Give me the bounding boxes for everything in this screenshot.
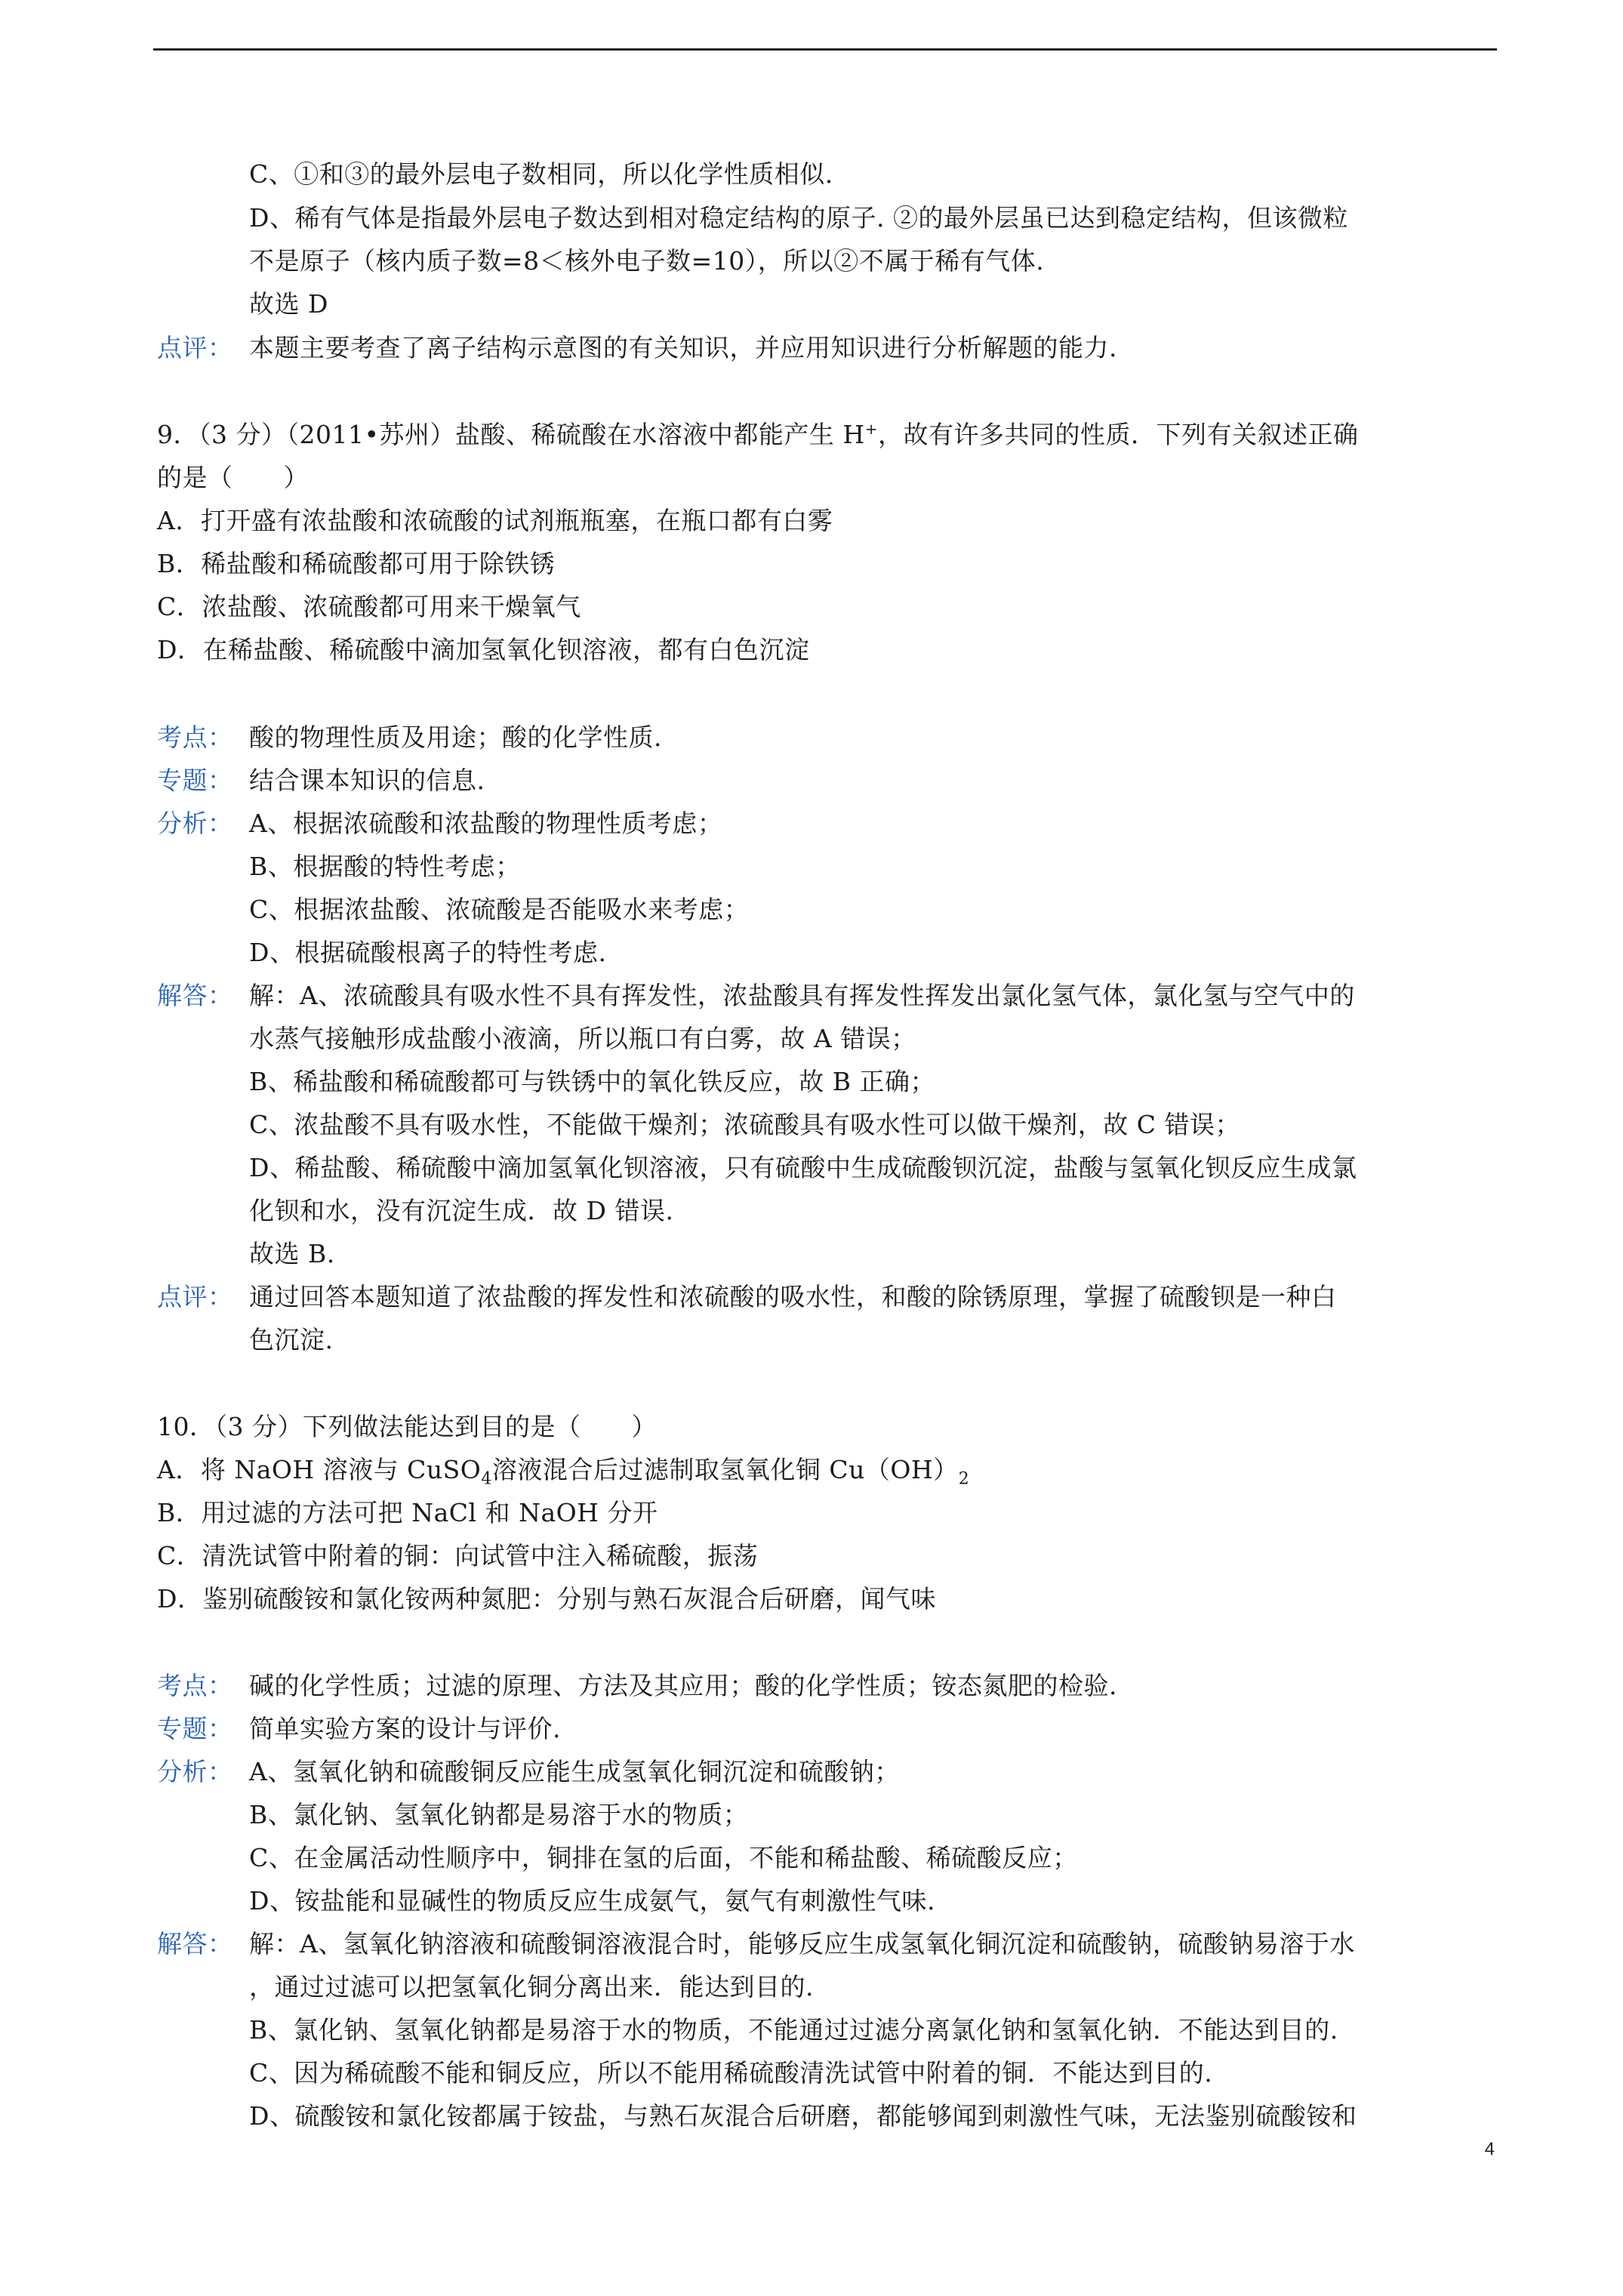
q10-kaodian: 碱的化学性质；过滤的原理、方法及其应用；酸的化学性质；铵态氮肥的检验.: [249, 1671, 1117, 1700]
q10-option-c: C．清洗试管中附着的铜：向试管中注入稀硫酸，振荡: [157, 1541, 759, 1570]
page-number: 4: [1484, 2139, 1495, 2159]
q9-dianping-line: 通过回答本题知道了浓盐酸的挥发性和浓硫酸的吸水性，和酸的除锈原理，掌握了硫酸钡是一种白: [249, 1282, 1337, 1311]
q9-stem-cont: 的是（ ）: [157, 463, 309, 492]
q9-jieda-label: 解答：: [157, 981, 233, 1010]
prev-comment-label: 点评：: [157, 333, 233, 362]
q9-fenxi-line: B、根据酸的特性考虑；: [249, 852, 521, 881]
q10-fenxi-line: C、在金属活动性顺序中，铜排在氢的后面，不能和稀盐酸、稀硫酸反应；: [249, 1843, 1078, 1872]
q10-jieda-line: B、氯化钠、氢氧化钠都是易溶于水的物质，不能通过过滤分离氯化钠和氢氧化钠．不能达到目的.: [249, 2015, 1338, 2045]
q10-jieda-line: D、硫酸铵和氯化铵都属于铵盐，与熟石灰混合后研磨，都能够闻到刺激性气味，无法鉴别硫酸铵和: [249, 2101, 1357, 2131]
q10-fenxi-line: D、铵盐能和显碱性的物质反应生成氨气，氨气有刺激性气味.: [249, 1886, 935, 1915]
q10-kaodian-label: 考点：: [157, 1671, 233, 1700]
q10-zhuanti: 简单实验方案的设计与评价.: [249, 1714, 561, 1743]
q10-jieda-line: C、因为稀硫酸不能和铜反应，所以不能用稀硫酸清洗试管中附着的铜．不能达到目的.: [249, 2058, 1213, 2088]
q10-jieda-line: 解：A、氢氧化钠溶液和硫酸铜溶液混合时，能够反应生成氢氧化铜沉淀和硫酸钠，硫酸钠易溶于水: [249, 1929, 1355, 1959]
q9-fenxi-label: 分析：: [157, 809, 233, 838]
q9-jieda-line: 水蒸气接触形成盐酸小液滴，所以瓶口有白雾，故 A 错误；: [249, 1024, 916, 1053]
q9-kaodian-label: 考点：: [157, 723, 233, 752]
q9-jieda-line: B、稀盐酸和稀硫酸都可与铁锈中的氧化铁反应，故 B 正确；: [249, 1067, 935, 1096]
q9-jieda-line: D、稀盐酸、稀硫酸中滴加氢氧化钡溶液，只有硫酸中生成硫酸钡沉淀，盐酸与氢氧化钡反应生成氯: [249, 1153, 1357, 1182]
q9-stem: 9．（3 分）（2011•苏州）盐酸、稀硫酸在水溶液中都能产生 H+，故有许多共同的性质．下列有关叙述正确: [157, 420, 1359, 449]
q9-jieda-line: 解：A、浓硫酸具有吸水性不具有挥发性，浓盐酸具有挥发性挥发出氯化氢气体，氯化氢与空气中的: [249, 981, 1355, 1010]
q9-jieda-line: C、浓盐酸不具有吸水性，不能做干燥剂；浓硫酸具有吸水性可以做干燥剂，故 C 错误；: [249, 1110, 1240, 1139]
q9-dianping-line: 色沉淀.: [249, 1325, 334, 1354]
q9-fenxi-line: C、根据浓盐酸、浓硫酸是否能吸水来考虑；: [249, 895, 750, 924]
q9-jieda-line: 化钡和水，没有沉淀生成．故 D 错误.: [249, 1196, 674, 1225]
q10-zhuanti-label: 专题：: [157, 1714, 233, 1743]
q10-jieda-label: 解答：: [157, 1929, 233, 1959]
header-rule: [153, 48, 1497, 51]
q9-kaodian: 酸的物理性质及用途；酸的化学性质.: [249, 723, 662, 752]
q10-stem: 10．（3 分）下列做法能达到目的是（ ）: [157, 1412, 657, 1441]
q9-zhuanti: 结合课本知识的信息.: [249, 766, 485, 795]
prev-comment: 本题主要考查了离子结构示意图的有关知识，并应用知识进行分析解题的能力.: [249, 333, 1117, 362]
prev-option-d-analysis-cont: 不是原子（核内质子数=8＜核外电子数=10），所以②不属于稀有气体.: [249, 246, 1045, 276]
q9-jieda-line: 故选 B.: [249, 1239, 335, 1268]
prev-option-d-analysis: D、稀有气体是指最外层电子数达到相对稳定结构的原子. ②的最外层虽已达到稳定结构，但该微粒: [249, 203, 1348, 233]
q10-fenxi-line: B、氯化钠、氢氧化钠都是易溶于水的物质；: [249, 1800, 749, 1829]
q10-fenxi-label: 分析：: [157, 1757, 233, 1786]
q10-fenxi-line: A、氢氧化钠和硫酸铜反应能生成氢氧化铜沉淀和硫酸钠；: [249, 1757, 900, 1786]
q10-option-d: D．鉴别硫酸铵和氯化铵两种氮肥：分别与熟石灰混合后研磨，闻气味: [157, 1584, 936, 1613]
q9-fenxi-line: D、根据硫酸根离子的特性考虑.: [249, 938, 607, 967]
q10-option-b: B．用过滤的方法可把 NaCl 和 NaOH 分开: [157, 1498, 658, 1527]
q9-option-c: C．浓盐酸、浓硫酸都可用来干燥氧气: [157, 592, 581, 621]
q9-fenxi-line: A、根据浓硫酸和浓盐酸的物理性质考虑；: [249, 809, 723, 838]
q10-jieda-line: ，通过过滤可以把氢氧化铜分离出来．能达到目的.: [249, 1972, 814, 2002]
prev-answer: 故选 D: [249, 289, 328, 319]
q9-option-b: B．稀盐酸和稀硫酸都可用于除铁锈: [157, 549, 556, 578]
q10-option-a: A．将 NaOH 溶液与 CuSO$_4$溶液混合后过滤制取氢氧化铜 $Cu(OH)_2$: [157, 1455, 970, 1489]
q9-option-a: A．打开盛有浓盐酸和浓硫酸的试剂瓶瓶塞，在瓶口都有白雾: [157, 506, 833, 535]
prev-option-c-analysis: C、①和③的最外层电子数相同，所以化学性质相似.: [249, 159, 833, 189]
q9-zhuanti-label: 专题：: [157, 766, 233, 795]
q9-dianping-label: 点评：: [157, 1282, 233, 1311]
q9-option-d: D．在稀盐酸、稀硫酸中滴加氢氧化钡溶液，都有白色沉淀: [157, 635, 810, 664]
